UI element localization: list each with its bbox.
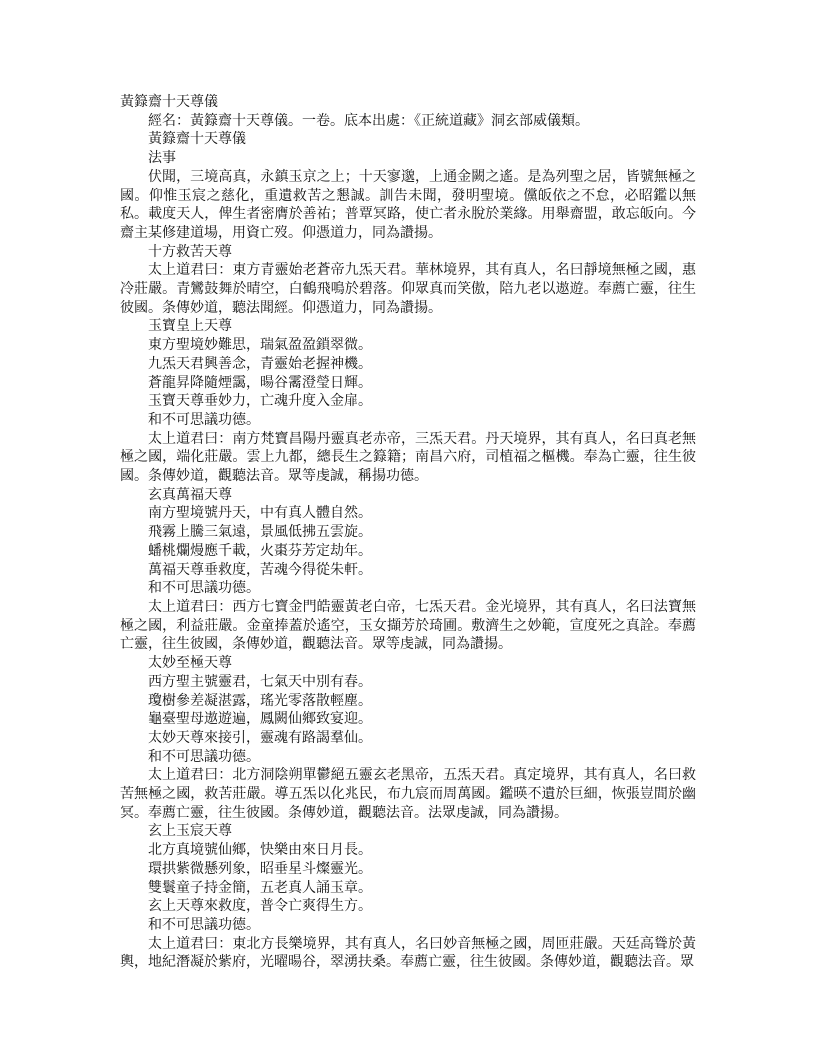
- deity-heading: 玉寶皇上天尊: [148, 318, 232, 335]
- body-paragraph: 太上道君曰：東北方長樂境界，其有真人，名曰妙音無極之國，周匝莊嚴。天廷高聳於黃輿，地紀潛凝於紫府，光曜暘谷，翠湧扶桑。奉薦亡靈，往生彼國。条傳妙道，觀聽法音。眾: [120, 935, 696, 971]
- section-heading: 法事: [148, 150, 176, 167]
- deity-heading: 玄上玉宸天尊: [148, 823, 232, 840]
- verse-refrain: 和不可思議功德。: [148, 748, 260, 765]
- verse-line: 玉寶天尊垂妙力，亡魂升度入金扉。: [148, 393, 372, 410]
- verse-line: 萬福天尊垂救度，苦魂今得從朱軒。: [148, 561, 372, 578]
- verse-line: 北方真境號仙鄉，快樂由來日月長。: [148, 842, 372, 859]
- verse-line: 龜臺聖母遨遊遍，鳳闕仙鄉致宴迎。: [148, 711, 372, 728]
- deity-heading: 玄真萬福天尊: [148, 486, 232, 503]
- verse-line: 九炁天君興善念，青靈始老握神機。: [148, 355, 372, 372]
- body-paragraph: 太上道君曰：東方青靈始老蒼帝九炁天君。華林境界，其有真人，名曰靜境無極之國，惠冷莊嚴。青鸞鼓舞於晴空，白鶴飛鳴於碧落。仰眾真而笑傲，陪九老以遨遊。奉薦亡靈，往生彼國。条傳妙道，聽法聞經。仰憑道力，同為讚揚。: [120, 262, 696, 316]
- body-paragraph: 太上道君曰：北方洞陰朔單鬱絕五靈玄老黑帝，五炁天君。真定境界，其有真人，名曰救苦無極之國，救苦莊嚴。導五炁以化兆民，布九宸而周萬國。鑑暎不遺於巨細，恢張豈間於幽冥。奉薦亡靈，往生彼國。条傳妙道，觀聽法音。法眾虔誠，同為讚揚。: [120, 767, 696, 821]
- section-heading: 黃籙齋十天尊儀: [148, 131, 246, 148]
- source-meta: 經名：黃籙齋十天尊儀。一卷。底本出處：《正統道藏》洞玄部威儀類。: [148, 112, 589, 129]
- verse-line: 太妙天尊來接引，靈魂有路謁羣仙。: [148, 729, 372, 746]
- verse-refrain: 和不可思議功德。: [148, 411, 260, 428]
- verse-line: 瓊樹參差凝湛露，瑤光零落散輕塵。: [148, 692, 372, 709]
- verse-line: 玄上天尊來救度，普令亡爽得生方。: [148, 898, 372, 915]
- verse-refrain: 和不可思議功德。: [148, 916, 260, 933]
- verse-line: 蒼龍昇降隨煙靄，暘谷霱澄瑩日輝。: [148, 374, 372, 391]
- deity-heading: 太妙至極天尊: [148, 655, 232, 672]
- document-title: 黃籙齋十天尊儀: [120, 94, 218, 110]
- verse-line: 環拱紫微懸列象，昭垂星斗燦靈光。: [148, 860, 372, 877]
- body-paragraph: 太上道君曰：南方梵寶昌陽丹靈真老赤帝，三炁天君。丹天境界，其有真人，名曰真老無極之國，端化莊嚴。雲上九都，總長生之籙籍；南昌六府，司植福之樞機。奉為亡靈，往生彼國。条傳妙道，觀聽法音。眾等虔誠，稱揚功德。: [120, 430, 696, 485]
- verse-line: 飛霧上騰三氣遠，景風低拂五雲旋。: [148, 524, 372, 541]
- verse-line: 蟠桃爛熳應千載，火棗芬芳定劫年。: [148, 542, 372, 559]
- document-page: [120, 93, 696, 972]
- verse-line: 西方聖主號靈君，七氣天中別有春。: [148, 673, 372, 690]
- deity-heading: 十方救苦天尊: [148, 243, 232, 260]
- body-paragraph: 太上道君曰：西方七寶金門皓靈黃老白帝，七炁天君。金光境界，其有真人，名曰法寶無極之國，利益莊嚴。金童捧蓋於遙空，玉女擷芳於琦圃。敷濟生之妙範，宣度死之真詮。奉薦亡靈，往生彼國，条傳妙道，觀聽法音。眾等虔誠，同為讚揚。: [120, 598, 696, 653]
- verse-line: 南方聖境號丹天，中有真人體自然。: [148, 505, 372, 522]
- body-paragraph: 伏聞，三境高真，永鎮玉京之上；十天寥邈，上通金闕之遙。是為列聖之居，皆號無極之國。仰惟玉宸之慈化，重遺救苦之懇誠。訓告未聞，發明聖境。儻皈依之不怠，必昭鑑以無私。載度天人，俾生者密膺於善祐；普覃冥路，使亡者永脫於業緣。用舉齋盟，敢忘皈向。今齋主某修建道場，用資亡歿。仰憑道力，同為讚揚。: [120, 168, 696, 241]
- verse-refrain: 和不可思議功德。: [148, 580, 260, 597]
- verse-line: 雙鬟童子持金簡，五老真人誦玉章。: [148, 879, 372, 896]
- verse-line: 東方聖境妙難思，瑞氣盈盈鎖翠微。: [148, 337, 372, 354]
